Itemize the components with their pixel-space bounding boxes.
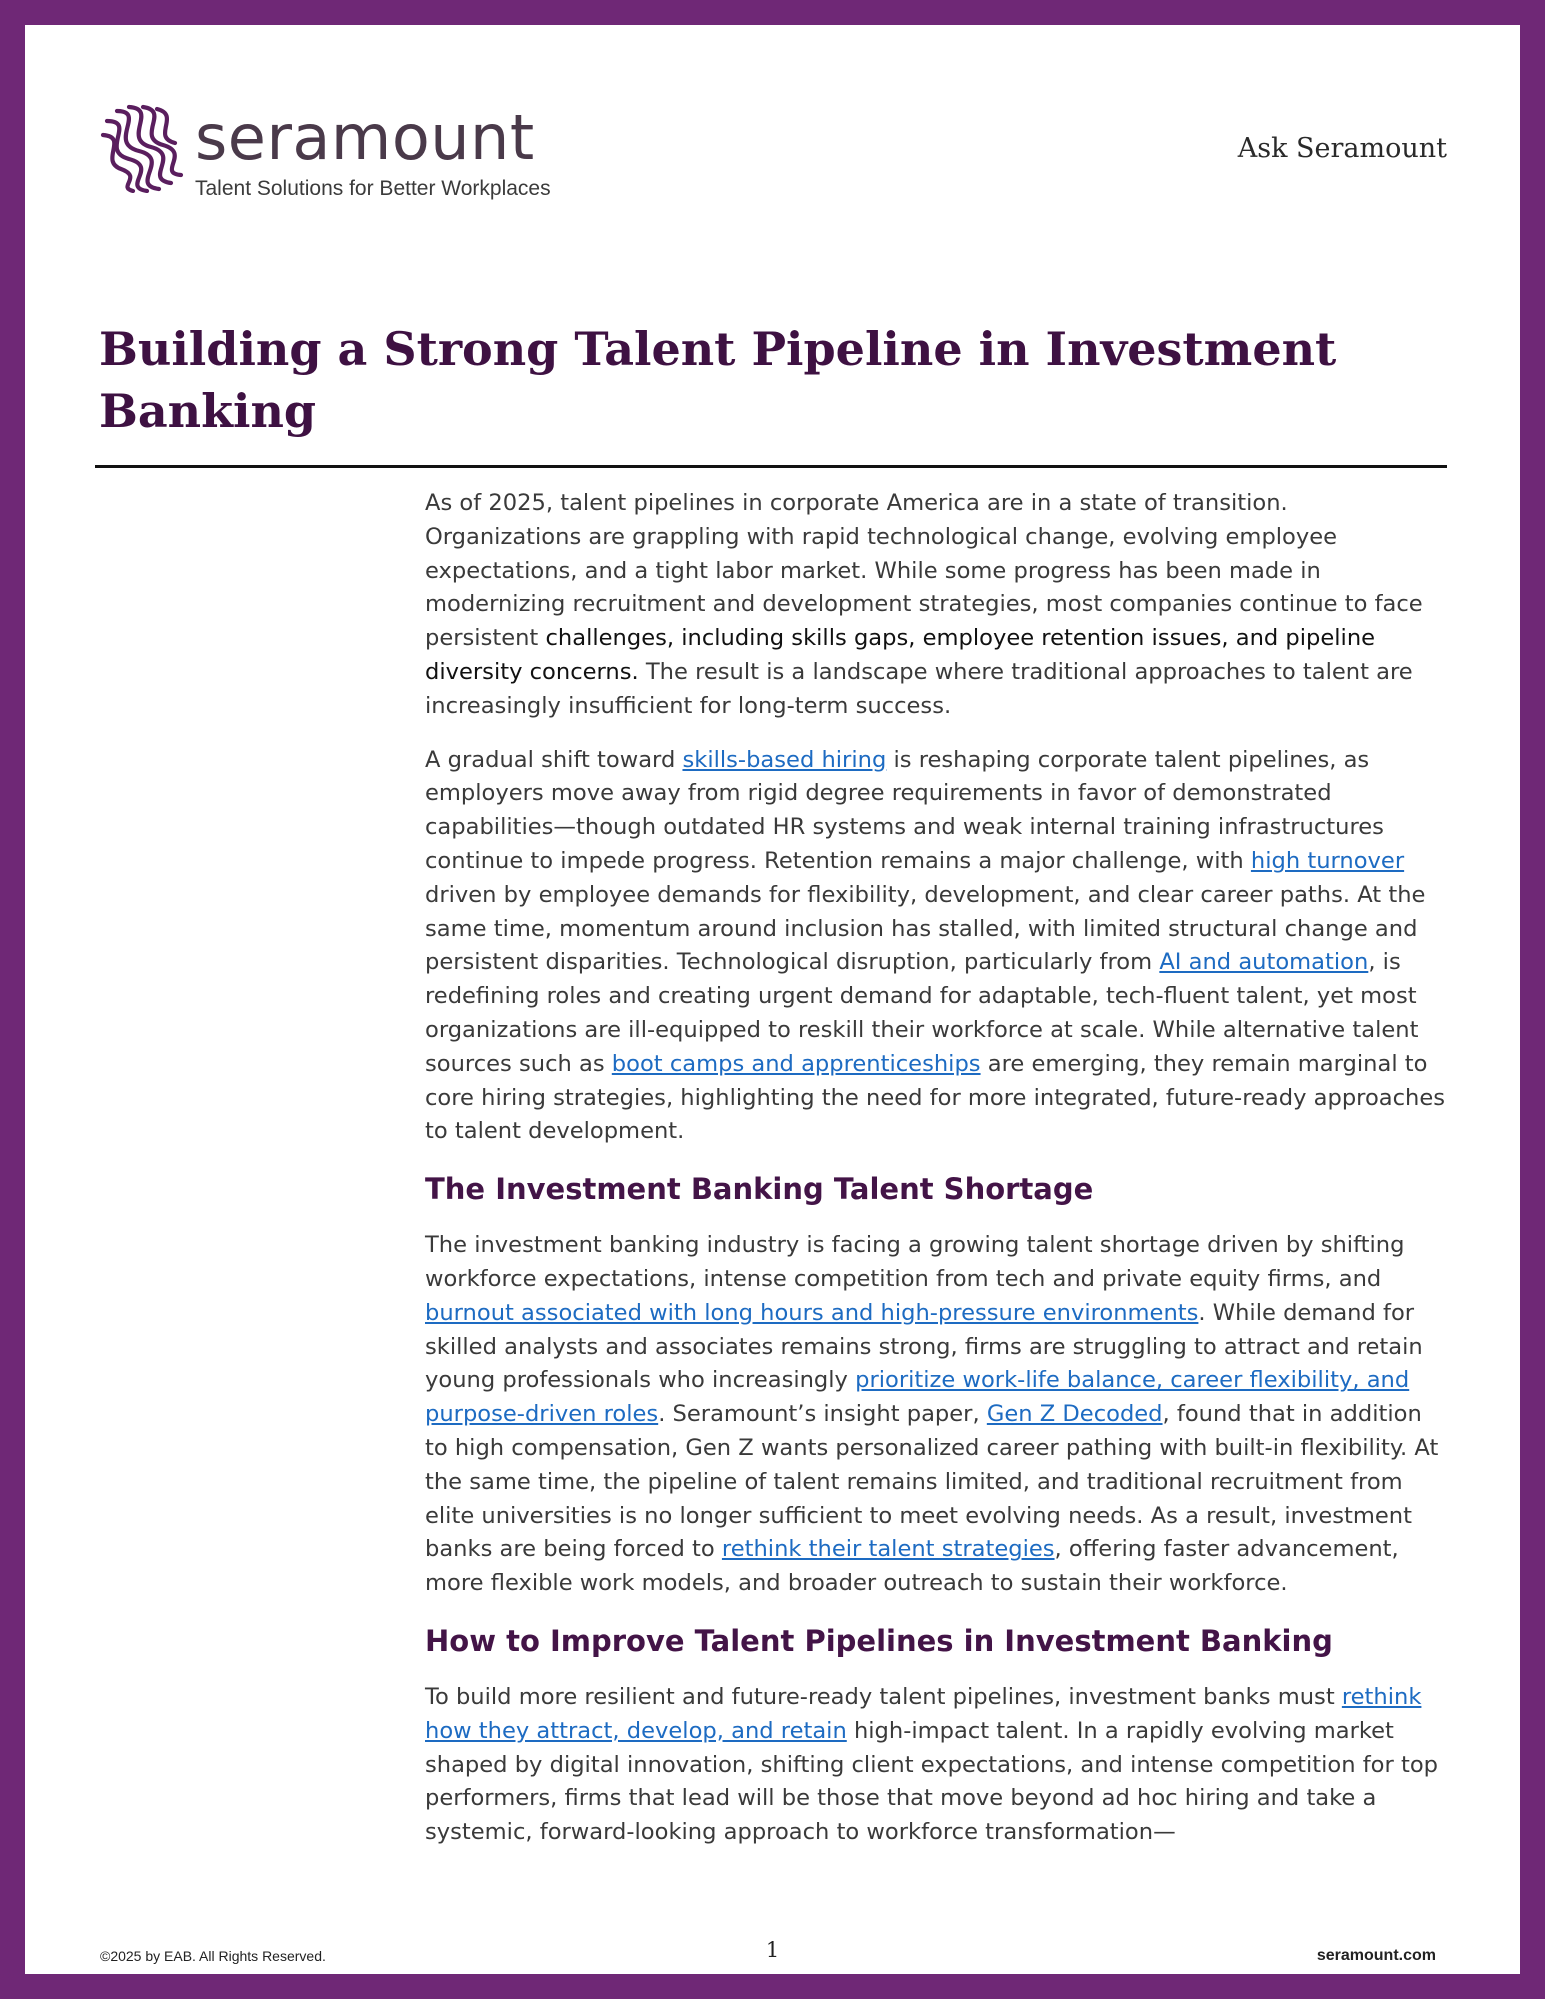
paragraph-shortage — [425, 1229, 1450, 1601]
ask-seramount-link[interactable]: Ask Seramount — [1237, 133, 1447, 164]
seramount-logo[interactable] — [99, 103, 551, 201]
seramount-wave-icon — [99, 103, 185, 193]
paragraph-improve — [425, 1681, 1450, 1850]
link-talent-strategies[interactable]: rethink their talent strategies — [721, 1536, 1055, 1563]
paragraph-text: are emerging, they remain marginal to core hiring strategies, highlighting the need for more integrated, future-ready approaches to talent development. — [425, 1050, 1446, 1145]
section-heading-improve: How to Improve Talent Pipelines in Investment Banking — [425, 1623, 1333, 1658]
paragraph-emphasis: challenges, including skills gaps, employee retention issues, and pipeline diversity concerns. — [425, 625, 1376, 685]
paragraph-text: is reshaping corporate talent pipelines, as employers move away from rigid degree requirements in favor of demonstrated capabilities—though outdated HR systems and weak internal training infrastructures continue to impede progress. Retention remains a major challenge, with — [425, 746, 1384, 874]
paragraph-text: The result is a landscape where traditional approaches to talent are increasingly insufficient for long-term success. — [425, 658, 1413, 719]
paragraph-text: . While demand for skilled analysts and associates remains strong, firms are struggling to attract and retain young professionals who increasingly — [425, 1299, 1423, 1394]
paragraph-text: driven by employee demands for flexibility, development, and clear career paths. At the same time, momentum around inclusion has stalled, with limited structural change and persistent disparities. Technological disruption, particularly from — [425, 881, 1426, 976]
paragraph-text: , offering faster advancement, more flexible work models, and broader outreach to sustain their workforce. — [425, 1536, 1399, 1597]
link-burnout[interactable]: burnout associated with long hours and high-pressure environments — [425, 1299, 1199, 1326]
link-attract-develop-retain[interactable]: rethink how they attract, develop, and retain — [425, 1683, 1422, 1744]
paragraph-text: To build more resilient and future-ready talent pipelines, investment banks must — [425, 1683, 1342, 1710]
paragraph-text: The investment banking industry is facing a growing talent shortage driven by shifting workforce expectations, intense competition from tech and private equity firms, and — [425, 1232, 1405, 1292]
link-skills-based-hiring[interactable]: skills-based hiring — [682, 746, 887, 773]
paragraph-text: . Seramount’s insight paper, — [658, 1401, 987, 1428]
link-gen-z-decoded[interactable]: Gen Z Decoded — [986, 1401, 1163, 1428]
section-heading-shortage: The Investment Banking Talent Shortage — [425, 1172, 1094, 1207]
logo-tagline: Talent Solutions for Better Workplaces — [195, 177, 551, 200]
paragraph-text: high-impact talent. In a rapidly evolving market shaped by digital innovation, shifting client expectations, and intense competition for top performers, firms that lead will be those that move beyond ad hoc hiring and take a systemic, forward-looking approach to workforce transformation— — [425, 1717, 1438, 1846]
paragraph-text: As of 2025, talent pipelines in corporate America are in a state of transition. Organizations are grappling with rapid technological change, evolving employee expectations, and a tight labor market. While some progress has been made in modernizing recruitment and development strategies, most companies continue to face persistent — [425, 490, 1423, 652]
link-work-life-balance[interactable]: prioritize work-life balance, career flexibility, and purpose-driven roles — [425, 1367, 1410, 1428]
page-title: Building a Strong Talent Pipeline in Investment Banking — [99, 322, 1337, 438]
logo-wordmark: seramount — [195, 101, 535, 174]
article-body — [425, 487, 1450, 1870]
footer-site-link[interactable]: seramount.com — [1316, 1947, 1436, 1964]
link-boot-camps[interactable]: boot camps and apprenticeships — [611, 1050, 981, 1077]
paragraph-text: A gradual shift toward — [425, 746, 683, 773]
paragraph-shift — [425, 744, 1450, 1150]
link-high-turnover[interactable]: high turnover — [1250, 847, 1405, 874]
paragraph-text: , is redefining roles and creating urgent demand for adaptable, tech-fluent talent, yet most organizations are ill-equipped to reskill their workforce at scale. While alternative talent sources such as — [425, 949, 1419, 1077]
link-ai-automation[interactable]: AI and automation — [1159, 949, 1369, 976]
paragraph-intro — [425, 487, 1450, 724]
footer-page-number: 1 — [765, 1938, 780, 1962]
document-page — [25, 25, 1520, 1974]
footer-copyright: ©2025 by EAB. All Rights Reserved. — [100, 1948, 326, 1964]
paragraph-text: , found that in addition to high compensation, Gen Z wants personalized career pathing with built-in flexibility. At the same time, the pipeline of talent remains limited, and traditional recruitment from elite universities is no longer sufficient to meet evolving needs. As a result, investment banks are being forced to — [425, 1401, 1439, 1563]
title-divider — [95, 465, 1447, 468]
